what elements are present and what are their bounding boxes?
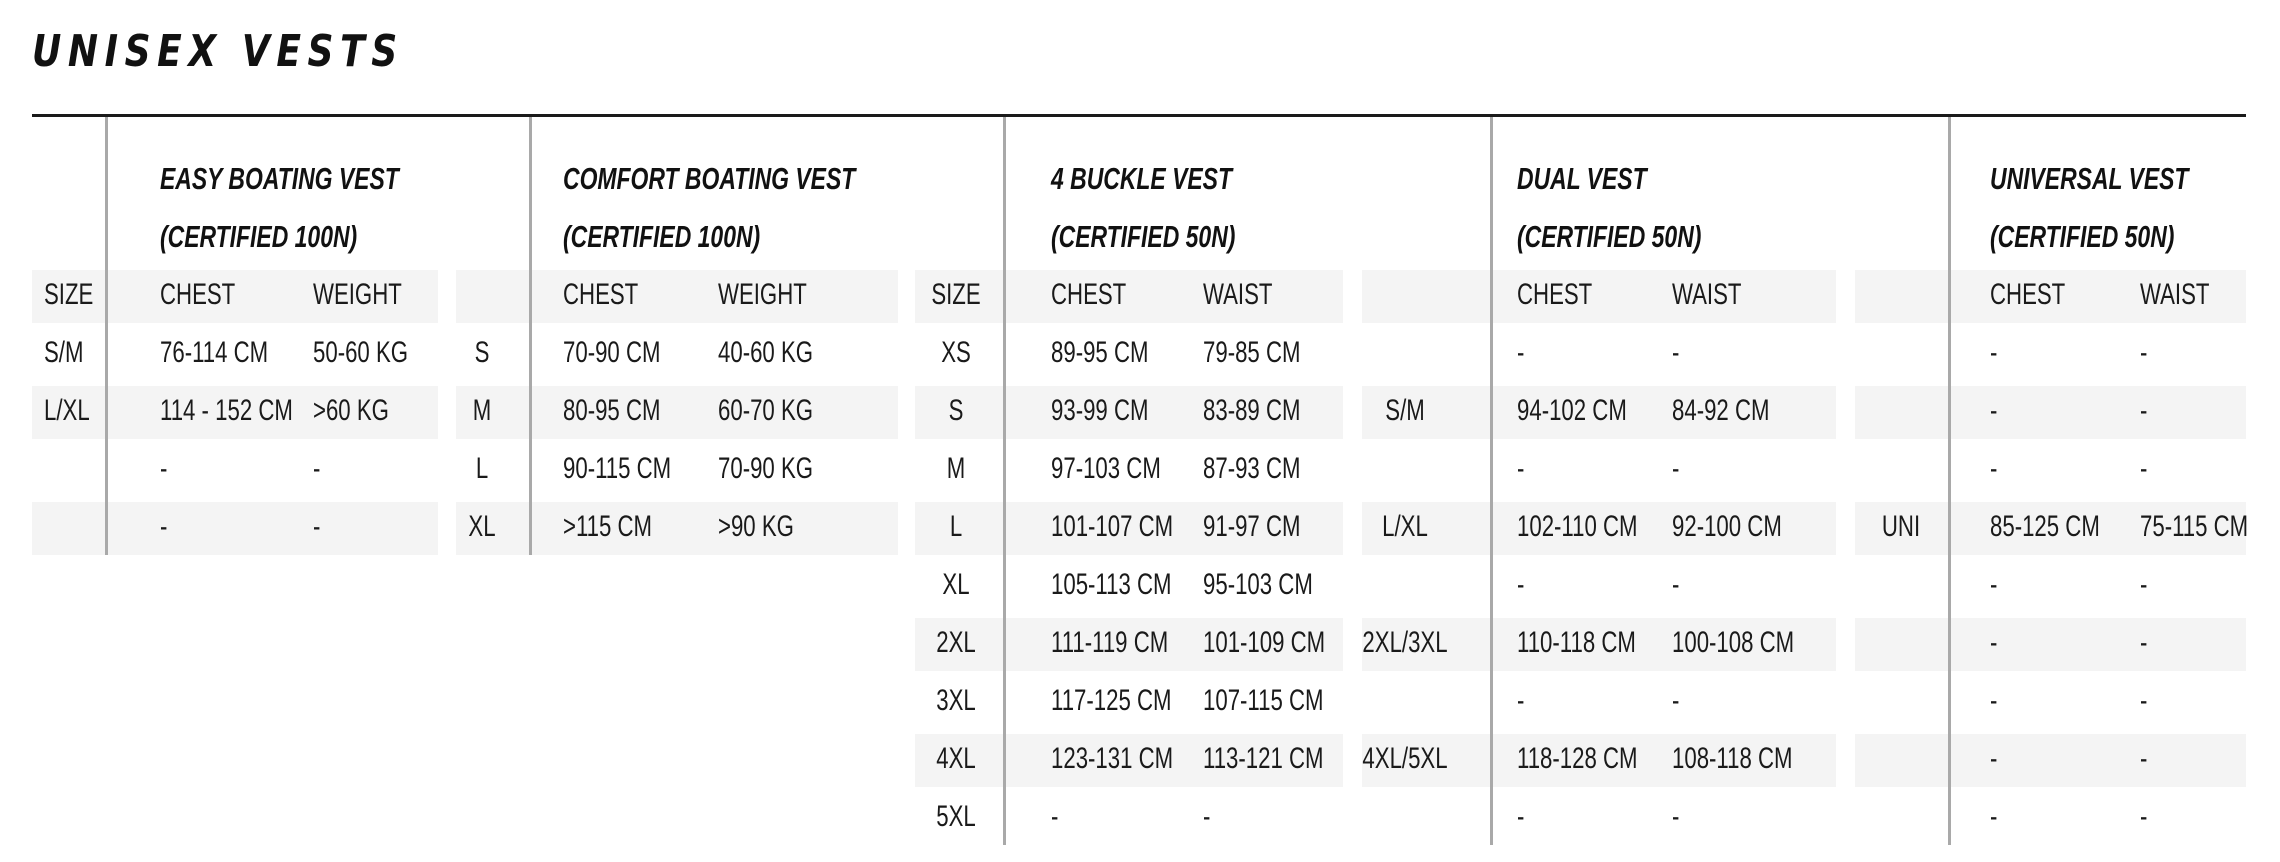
comfort-weight-cell: 70-90 KG xyxy=(718,452,814,485)
universal-chest-cell: - xyxy=(1990,394,1998,427)
dual-chest-cell: 118-128 CM xyxy=(1517,742,1638,775)
dual-waist-cell: - xyxy=(1672,336,1680,369)
buckle-waist-cell: 101-109 CM xyxy=(1203,626,1326,659)
easy-certification: (CERTIFIED 100N) xyxy=(160,219,358,254)
universal-chest-cell: 85-125 CM xyxy=(1990,510,2100,543)
universal-chest-cell: - xyxy=(1990,742,1998,775)
comfort-size-cell: L xyxy=(475,452,489,485)
dual-size-cell: 2XL/3XL xyxy=(1362,626,1448,659)
size-column-header: SIZE xyxy=(44,278,94,311)
buckle-size-cell: XS xyxy=(941,336,971,369)
universal-waist-cell: - xyxy=(2140,742,2148,775)
buckle-size-cell: M xyxy=(946,452,966,485)
comfort-chest-cell: 80-95 CM xyxy=(563,394,661,427)
easy-vest-name: EASY BOATING VEST xyxy=(160,161,399,196)
easy-chest-cell: - xyxy=(160,452,168,485)
universal-waist-cell: - xyxy=(2140,800,2148,833)
comfort-certification: (CERTIFIED 100N) xyxy=(563,219,761,254)
buckle-size-cell: 5XL xyxy=(936,800,976,833)
universal-waist-cell: - xyxy=(2140,394,2148,427)
comfort-header-row-bg xyxy=(456,270,898,323)
buckle-chest-cell: 117-125 CM xyxy=(1051,684,1172,717)
dual-waist-cell: 108-118 CM xyxy=(1672,742,1793,775)
dual-size-cell: S/M xyxy=(1385,394,1425,427)
dual-waist-cell: - xyxy=(1672,452,1680,485)
dual-chest-cell: 110-118 CM xyxy=(1517,626,1636,659)
buckle-waist-cell: - xyxy=(1203,800,1211,833)
universal-chest-cell: - xyxy=(1990,684,1998,717)
comfort-weight-cell: 40-60 KG xyxy=(718,336,814,369)
buckle-chest-cell: 111-119 CM xyxy=(1051,626,1169,659)
comfort-size-cell: XL xyxy=(468,510,496,543)
dual-vest-name: DUAL VEST xyxy=(1517,161,1647,196)
universal-chest-cell: - xyxy=(1990,336,1998,369)
dual-chest-header: CHEST xyxy=(1517,278,1593,311)
universal-row-bg xyxy=(1855,618,2246,671)
universal-certification: (CERTIFIED 50N) xyxy=(1990,219,2175,254)
dual-waist-cell: - xyxy=(1672,684,1680,717)
easy-weight-header: WEIGHT xyxy=(313,278,402,311)
universal-waist-header: WAIST xyxy=(2140,278,2210,311)
comfort-chest-cell: 70-90 CM xyxy=(563,336,661,369)
universal-waist-cell: 75-115 CM xyxy=(2140,510,2249,543)
dual-chest-cell: - xyxy=(1517,684,1525,717)
universal-row-bg xyxy=(1855,386,2246,439)
dual-size-cell: 4XL/5XL xyxy=(1362,742,1448,775)
universal-divider xyxy=(1948,117,1951,845)
universal-chest-cell: - xyxy=(1990,626,1998,659)
dual-divider xyxy=(1490,117,1493,845)
universal-waist-cell: - xyxy=(2140,568,2148,601)
comfort-weight-cell: 60-70 KG xyxy=(718,394,814,427)
buckle-waist-cell: 87-93 CM xyxy=(1203,452,1301,485)
buckle-waist-cell: 113-121 CM xyxy=(1203,742,1324,775)
easy-chest-cell: 114 - 152 CM xyxy=(160,394,293,427)
universal-waist-cell: - xyxy=(2140,452,2148,485)
universal-chest-cell: - xyxy=(1990,800,1998,833)
easy-divider xyxy=(105,117,108,555)
buckle-vest-name: 4 BUCKLE VEST xyxy=(1051,161,1233,196)
page-title: UNISEX VESTS xyxy=(32,26,404,77)
buckle-chest-cell: 101-107 CM xyxy=(1051,510,1174,543)
dual-waist-cell: 100-108 CM xyxy=(1672,626,1795,659)
dual-header-row-bg xyxy=(1362,270,1836,323)
buckle-certification: (CERTIFIED 50N) xyxy=(1051,219,1236,254)
buckle-waist-header: WAIST xyxy=(1203,278,1273,311)
comfort-size-cell: S xyxy=(474,336,490,369)
universal-waist-cell: - xyxy=(2140,626,2148,659)
comfort-weight-cell: >90 KG xyxy=(718,510,794,543)
comfort-weight-header: WEIGHT xyxy=(718,278,807,311)
dual-size-cell: L/XL xyxy=(1382,510,1428,543)
universal-chest-header: CHEST xyxy=(1990,278,2066,311)
buckle-size-cell: 4XL xyxy=(936,742,976,775)
universal-size-cell: UNI xyxy=(1881,510,1921,543)
buckle-chest-cell: - xyxy=(1051,800,1059,833)
dual-waist-header: WAIST xyxy=(1672,278,1742,311)
universal-row-bg xyxy=(1855,734,2246,787)
universal-chest-cell: - xyxy=(1990,568,1998,601)
buckle-waist-cell: 107-115 CM xyxy=(1203,684,1324,717)
comfort-chest-cell: >115 CM xyxy=(563,510,653,543)
comfort-chest-header: CHEST xyxy=(563,278,639,311)
dual-chest-cell: - xyxy=(1517,800,1525,833)
buckle-waist-cell: 91-97 CM xyxy=(1203,510,1301,543)
dual-waist-cell: - xyxy=(1672,800,1680,833)
buckle-chest-cell: 97-103 CM xyxy=(1051,452,1161,485)
buckle-size-cell: S xyxy=(948,394,964,427)
buckle-size-cell: 2XL xyxy=(936,626,976,659)
dual-waist-cell: 84-92 CM xyxy=(1672,394,1770,427)
buckle-chest-cell: 89-95 CM xyxy=(1051,336,1149,369)
buckle-size-cell: 3XL xyxy=(936,684,976,717)
dual-chest-cell: - xyxy=(1517,568,1525,601)
dual-chest-cell: 94-102 CM xyxy=(1517,394,1627,427)
universal-waist-cell: - xyxy=(2140,684,2148,717)
easy-row-bg xyxy=(32,502,438,555)
dual-chest-cell: - xyxy=(1517,336,1525,369)
buckle-waist-cell: 83-89 CM xyxy=(1203,394,1301,427)
easy-weight-cell: 50-60 KG xyxy=(313,336,409,369)
dual-waist-cell: - xyxy=(1672,568,1680,601)
easy-chest-cell: - xyxy=(160,510,168,543)
buckle-chest-cell: 123-131 CM xyxy=(1051,742,1174,775)
easy-size-cell: S/M xyxy=(44,336,84,369)
buckle-chest-cell: 105-113 CM xyxy=(1051,568,1172,601)
buckle-chest-cell: 93-99 CM xyxy=(1051,394,1149,427)
easy-chest-header: CHEST xyxy=(160,278,236,311)
easy-weight-cell: >60 KG xyxy=(313,394,389,427)
comfort-vest-name: COMFORT BOATING VEST xyxy=(563,161,856,196)
comfort-chest-cell: 90-115 CM xyxy=(563,452,672,485)
buckle-size-cell: XL xyxy=(942,568,970,601)
universal-waist-cell: - xyxy=(2140,336,2148,369)
dual-waist-cell: 92-100 CM xyxy=(1672,510,1782,543)
easy-weight-cell: - xyxy=(313,452,321,485)
buckle-size-cell: L xyxy=(949,510,963,543)
buckle-chest-header: CHEST xyxy=(1051,278,1127,311)
buckle-waist-cell: 79-85 CM xyxy=(1203,336,1301,369)
easy-weight-cell: - xyxy=(313,510,321,543)
universal-vest-name: UNIVERSAL VEST xyxy=(1990,161,2189,196)
easy-chest-cell: 76-114 CM xyxy=(160,336,269,369)
easy-size-cell: L/XL xyxy=(44,394,90,427)
universal-chest-cell: - xyxy=(1990,452,1998,485)
dual-chest-cell: 102-110 CM xyxy=(1517,510,1638,543)
comfort-size-cell: M xyxy=(472,394,492,427)
dual-chest-cell: - xyxy=(1517,452,1525,485)
size-column-header: SIZE xyxy=(931,278,981,311)
buckle-waist-cell: 95-103 CM xyxy=(1203,568,1313,601)
dual-certification: (CERTIFIED 50N) xyxy=(1517,219,1702,254)
